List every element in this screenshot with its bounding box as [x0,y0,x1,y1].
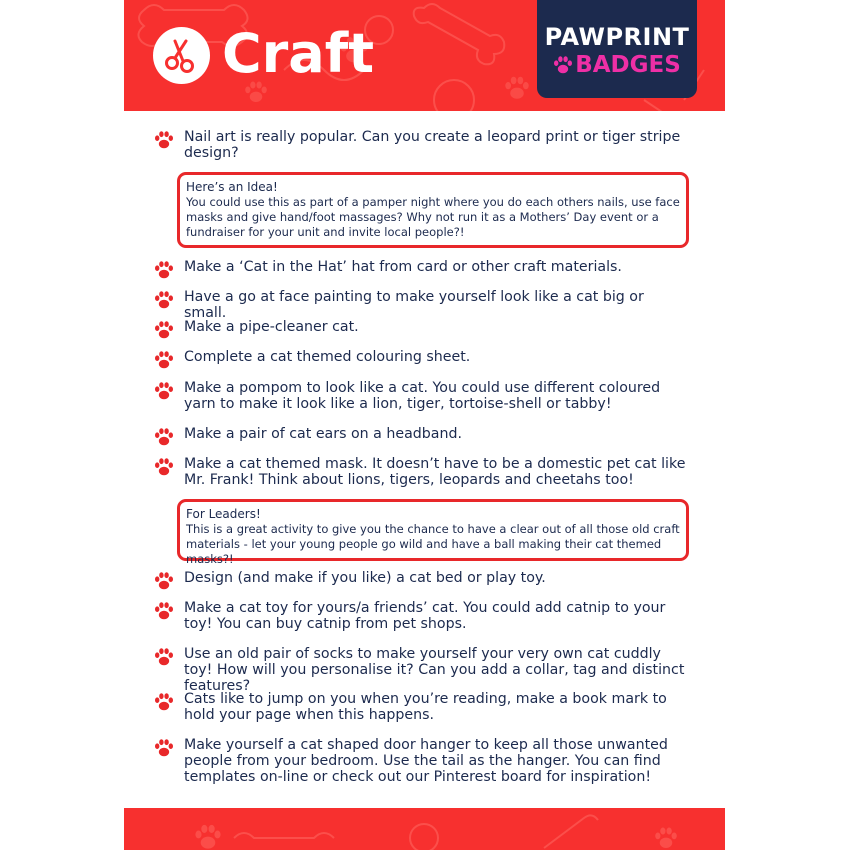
list-item-text: Make a cat themed mask. It doesn’t have to be a domestic pet cat like Mr. Frank! Think about lions, tigers, leopards and cheetahs too! [184,456,686,488]
list-item-text: Design (and make if you like) a cat bed or play toy. [184,570,546,586]
list-item-text: Have a go at face painting to make yourself look like a cat big or small. [184,289,644,321]
paw-print-icon [154,647,174,667]
list-item-text: Make a cat toy for yours/a friends’ cat. You could add catnip to your toy! You can buy catnip from pet shops. [184,600,666,632]
leaders-callout-body: This is a great activity to give you the chance to have a clear out of all those old craft materials - let your young people go wild and have a ball making their cat themed masks?! [186,522,680,566]
activity-list [124,0,725,850]
idea-callout-box [177,172,689,248]
idea-callout-body: You could use this as part of a pamper night where you do each others nails, use face masks and give hand/foot massages? Why not run it as a Mothers’ Day event or a fundraiser for your unit and invite local people?! [186,195,680,239]
list-item-text: Make a pair of cat ears on a headband. [184,426,462,442]
paw-print-icon [154,350,174,370]
paw-print-icon [154,601,174,621]
worksheet-page [124,0,725,850]
leaders-callout-box [177,499,689,566]
logo-badges-label: BADGES [575,52,681,78]
paw-print-icon [154,457,174,477]
paw-print-icon [154,692,174,712]
leaders-callout-heading: For Leaders! [186,507,261,521]
idea-callout-heading: Here’s an Idea! [186,180,278,194]
paw-print-icon [154,738,174,758]
footer-banner [124,808,725,850]
logo-text-top: PAWPRINT [544,23,690,51]
list-item-text: Complete a cat themed colouring sheet. [184,349,471,365]
paw-print-icon [154,290,174,310]
list-item-text: Make a pompom to look like a cat. You could use different coloured yarn to make it look like a lion, tiger, tortoise-shell or tabby! [184,380,661,412]
paw-print-icon [154,381,174,401]
list-item-text: Nail art is really popular. Can you create a leopard print or tiger stripe design? [184,129,681,161]
paw-print-icon [154,260,174,280]
page-title: Craft [222,22,375,85]
list-item-text: Make a pipe-cleaner cat. [184,319,359,335]
paw-print-icon [154,571,174,591]
list-item-text: Make a ‘Cat in the Hat’ hat from card or other craft materials. [184,259,622,275]
list-item-text: Use an old pair of socks to make yourself your very own cat cuddly toy! How will you personalise it? Can you add a collar, tag and distinct features? [184,646,685,694]
paw-bone-pattern-icon [124,808,725,850]
list-item-text: Make yourself a cat shaped door hanger to keep all those unwanted people from your bedroom. Use the tail as the hanger. You can find templates on-line or check out our Pinterest board for inspiration! [184,737,668,785]
list-item-text: Cats like to jump on you when you’re reading, make a book mark to hold your page when this happens. [184,691,667,723]
paw-print-icon [154,130,174,150]
paw-print-icon [154,427,174,447]
paw-print-icon [154,320,174,340]
